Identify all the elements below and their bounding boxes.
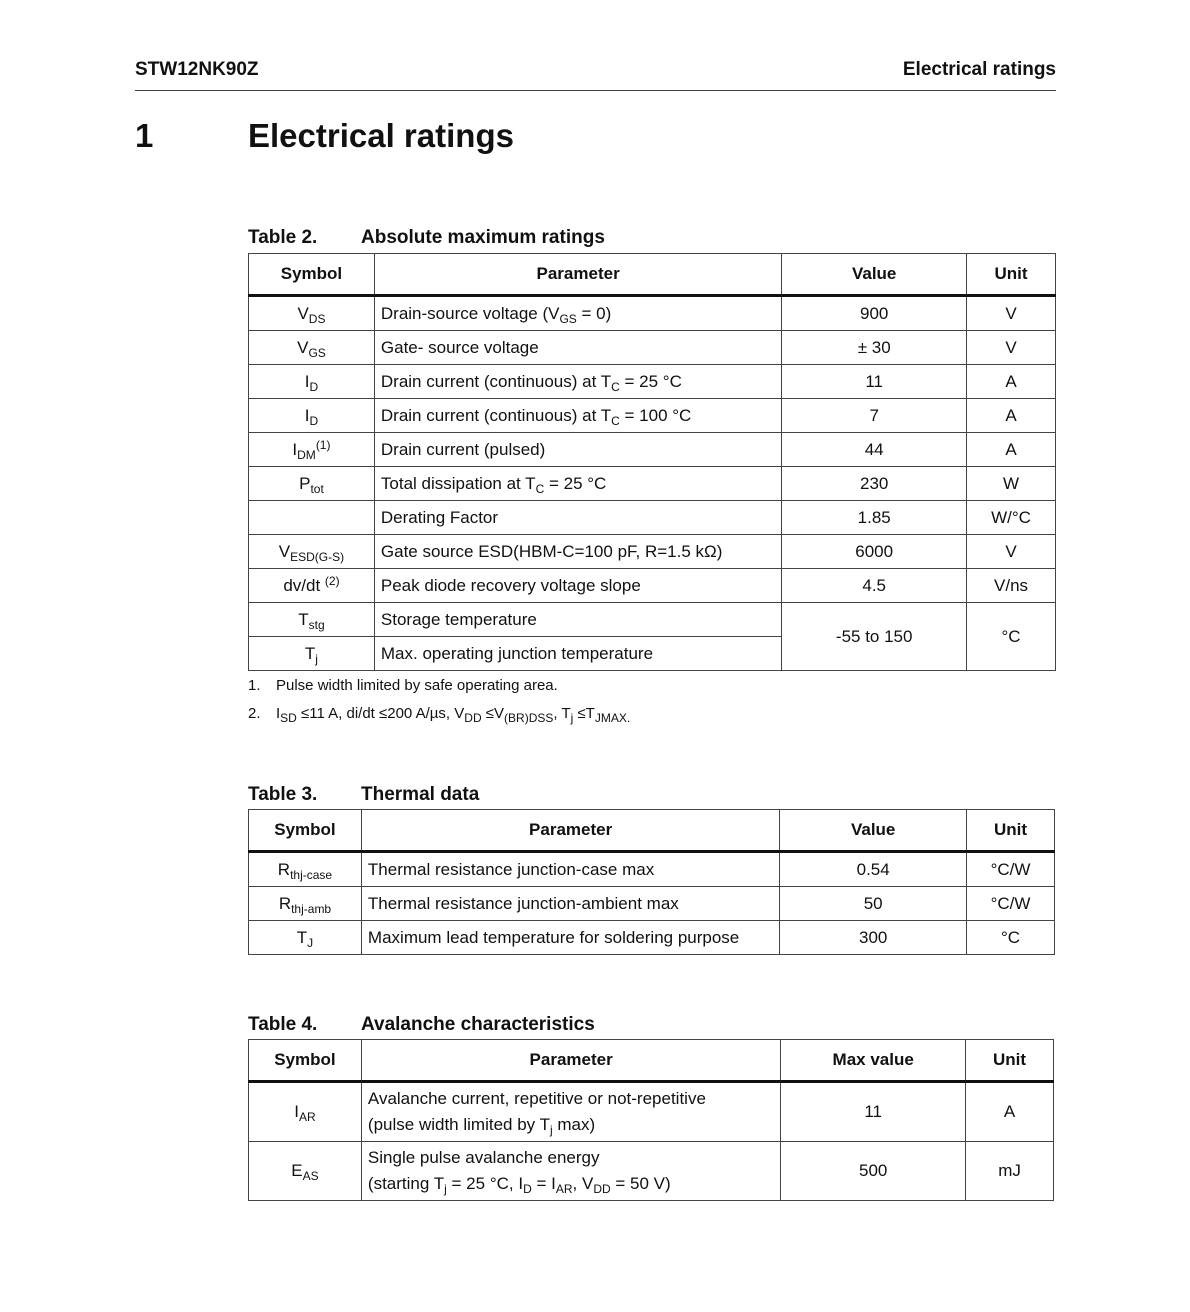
unit-cell: V xyxy=(967,535,1056,569)
value-cell: 50 xyxy=(780,887,967,921)
parameter-cell: Maximum lead temperature for soldering purpose xyxy=(361,921,779,955)
footnote-text: I xyxy=(276,705,281,722)
parameter-cell: Max. operating junction temperature xyxy=(374,637,781,671)
parameter-cell xyxy=(374,365,781,399)
header-symbol: Symbol xyxy=(249,810,362,852)
value-cell: 230 xyxy=(782,467,967,501)
unit-cell: A xyxy=(967,365,1056,399)
parameter-text: (pulse width limited by T xyxy=(367,1115,550,1134)
value-cell: -55 to 150 xyxy=(782,603,967,671)
parameter-cell: Drain current (pulsed) xyxy=(374,433,781,467)
header-value: Max value xyxy=(781,1040,966,1082)
symbol-subscript: J xyxy=(307,935,314,950)
footnote-number: 1. xyxy=(248,677,261,694)
parameter-text: , V xyxy=(572,1174,594,1193)
table-row xyxy=(249,501,1056,535)
unit-cell: °C xyxy=(967,921,1055,955)
header-rule xyxy=(135,90,1056,91)
header-unit: Unit xyxy=(966,1040,1054,1082)
table2-absolute-max-ratings xyxy=(248,253,1056,671)
table-row xyxy=(249,887,1055,921)
symbol-cell xyxy=(249,501,375,535)
unit-cell: °C xyxy=(967,603,1056,671)
parameter-cell: Peak diode recovery voltage slope xyxy=(374,569,781,603)
section-number: 1 xyxy=(135,117,154,154)
table-row xyxy=(249,399,1056,433)
parameter-text: (starting T xyxy=(367,1174,445,1193)
unit-cell: W/°C xyxy=(967,501,1056,535)
footnote-number: 2. xyxy=(248,705,261,722)
parameter-subscript: j xyxy=(549,1123,553,1137)
table-row xyxy=(249,921,1055,955)
symbol-text: E xyxy=(291,1161,303,1180)
symbol-cell xyxy=(249,569,375,603)
parameter-text: Total dissipation at T xyxy=(380,473,536,493)
symbol-cell xyxy=(249,433,375,467)
value-cell: 0.54 xyxy=(780,852,967,887)
symbol-subscript: thj-case xyxy=(290,867,333,882)
unit-cell: mJ xyxy=(966,1142,1054,1201)
parameter-cell xyxy=(374,296,781,331)
parameter-cell: Thermal resistance junction-case max xyxy=(361,852,779,887)
parameter-subscript: C xyxy=(535,481,545,496)
table3-title: Thermal data xyxy=(361,784,480,805)
header-section-name: Electrical ratings xyxy=(902,59,1056,80)
footnote-ref: (2) xyxy=(324,573,340,588)
symbol-subscript: D xyxy=(309,379,319,394)
footnote-text: ≤T xyxy=(573,705,595,722)
table-row xyxy=(249,603,1056,637)
symbol-cell xyxy=(249,399,375,433)
parameter-subscript: DD xyxy=(593,1182,611,1196)
parameter-subscript: C xyxy=(611,413,620,428)
symbol-subscript: thj-amb xyxy=(291,901,332,916)
symbol-text: R xyxy=(278,893,292,913)
header-parameter: Parameter xyxy=(361,810,779,852)
value-cell: ± 30 xyxy=(782,331,967,365)
parameter-subscript: GS xyxy=(559,311,577,326)
parameter-cell: Storage temperature xyxy=(374,603,781,637)
symbol-cell xyxy=(249,887,362,921)
table-header-row xyxy=(249,810,1055,852)
parameter-subscript: D xyxy=(523,1182,532,1196)
parameter-cell: Derating Factor xyxy=(374,501,781,535)
parameter-text: = 50 V) xyxy=(610,1174,671,1193)
symbol-cell xyxy=(249,535,375,569)
value-cell: 44 xyxy=(782,433,967,467)
footnote-subscript: DD xyxy=(464,711,482,725)
unit-cell: V/ns xyxy=(967,569,1056,603)
symbol-subscript: ESD(G-S) xyxy=(290,549,345,564)
symbol-subscript: AS xyxy=(302,1169,319,1183)
symbol-text: dv/dt xyxy=(283,575,325,595)
value-cell: 500 xyxy=(781,1142,966,1201)
footnote-text: , T xyxy=(553,705,571,722)
symbol-text: I xyxy=(294,1102,299,1121)
symbol-text: I xyxy=(304,371,310,391)
parameter-cell xyxy=(361,1142,780,1201)
symbol-cell xyxy=(249,1142,362,1201)
symbol-subscript: DM xyxy=(297,447,316,462)
table-row xyxy=(249,569,1056,603)
symbol-text: T xyxy=(296,927,308,947)
header-parameter: Parameter xyxy=(374,254,781,296)
parameter-text: Drain-source voltage (V xyxy=(380,303,560,323)
unit-cell: V xyxy=(967,296,1056,331)
unit-cell: A xyxy=(967,433,1056,467)
symbol-subscript: stg xyxy=(308,617,325,632)
value-cell: 11 xyxy=(781,1082,966,1142)
symbol-cell xyxy=(249,852,362,887)
symbol-cell xyxy=(249,365,375,399)
table3-number: Table 3. xyxy=(248,784,318,805)
parameter-cell xyxy=(374,399,781,433)
symbol-text: T xyxy=(298,609,309,629)
unit-cell: A xyxy=(967,399,1056,433)
parameter-cell xyxy=(361,1082,780,1142)
header-unit: Unit xyxy=(967,810,1055,852)
table-row xyxy=(249,852,1055,887)
header-symbol: Symbol xyxy=(249,1040,362,1082)
symbol-text: V xyxy=(297,337,309,357)
header-unit: Unit xyxy=(967,254,1056,296)
parameter-cell: Gate source ESD(HBM-C=100 pF, R=1.5 kΩ) xyxy=(374,535,781,569)
footnote-text: Pulse width limited by safe operating area. xyxy=(276,677,558,694)
footnote-subscript: JMAX. xyxy=(594,711,631,725)
table4-title: Avalanche characteristics xyxy=(361,1014,595,1035)
footnote-text: ≤V xyxy=(481,705,505,722)
symbol-subscript: GS xyxy=(308,345,326,360)
footnote-subscript: j xyxy=(570,711,574,725)
unit-cell: °C/W xyxy=(967,852,1055,887)
table-row xyxy=(249,535,1056,569)
table2-title: Absolute maximum ratings xyxy=(361,227,605,248)
table-row xyxy=(249,1142,1054,1201)
unit-cell: V xyxy=(967,331,1056,365)
symbol-subscript: j xyxy=(315,651,318,666)
symbol-text: R xyxy=(277,859,291,879)
table4-avalanche-characteristics xyxy=(248,1039,1054,1201)
symbol-cell xyxy=(249,637,375,671)
footnote-1 xyxy=(248,677,558,694)
table-row xyxy=(249,331,1056,365)
parameter-text: = 25 °C xyxy=(544,473,607,493)
symbol-subscript: D xyxy=(309,413,319,428)
unit-cell: °C/W xyxy=(967,887,1055,921)
parameter-subscript: AR xyxy=(555,1182,573,1196)
symbol-text: I xyxy=(304,405,310,425)
value-cell: 4.5 xyxy=(782,569,967,603)
parameter-text: = 25 °C, I xyxy=(446,1174,524,1193)
table4-number: Table 4. xyxy=(248,1014,318,1035)
parameter-text: max) xyxy=(552,1115,596,1134)
symbol-subscript: AR xyxy=(298,1110,316,1124)
parameter-text: Drain current (continuous) at T xyxy=(380,405,612,425)
unit-cell: A xyxy=(966,1082,1054,1142)
symbol-text: I xyxy=(292,439,298,459)
parameter-subscript: C xyxy=(611,379,620,394)
table2-caption xyxy=(248,227,605,249)
table-row xyxy=(249,296,1056,331)
symbol-cell xyxy=(249,603,375,637)
symbol-subscript: tot xyxy=(310,481,324,496)
symbol-text: V xyxy=(297,303,309,323)
header-part-number: STW12NK90Z xyxy=(135,59,259,80)
footnote-ref: (1) xyxy=(315,437,331,452)
symbol-cell xyxy=(249,331,375,365)
parameter-text: = 25 °C xyxy=(619,371,682,391)
symbol-text: V xyxy=(278,541,291,561)
parameter-cell: Gate- source voltage xyxy=(374,331,781,365)
symbol-cell xyxy=(249,921,362,955)
parameter-cell xyxy=(374,467,781,501)
table-row xyxy=(249,467,1056,501)
value-cell: 300 xyxy=(780,921,967,955)
table2-number: Table 2. xyxy=(248,227,318,248)
table3-caption xyxy=(248,784,479,806)
value-cell: 11 xyxy=(782,365,967,399)
symbol-text: T xyxy=(304,643,316,663)
symbol-cell xyxy=(249,296,375,331)
symbol-cell xyxy=(249,1082,362,1142)
section-title: Electrical ratings xyxy=(248,117,514,154)
footnote-subscript: SD xyxy=(280,711,297,725)
parameter-text: = 0) xyxy=(576,303,612,323)
value-cell: 1.85 xyxy=(782,501,967,535)
parameter-text: Drain current (continuous) at T xyxy=(380,371,612,391)
parameter-subscript: j xyxy=(444,1182,447,1196)
parameter-text: = 100 °C xyxy=(619,405,692,425)
footnote-2 xyxy=(248,705,631,725)
header-symbol: Symbol xyxy=(249,254,375,296)
table4-caption xyxy=(248,1014,595,1036)
footnote-subscript: (BR)DSS xyxy=(504,711,554,725)
value-cell: 6000 xyxy=(782,535,967,569)
parameter-text: Single pulse avalanche energy xyxy=(367,1148,600,1167)
table-row xyxy=(249,365,1056,399)
table-header-row xyxy=(249,254,1056,296)
table-row xyxy=(249,1082,1054,1142)
unit-cell: W xyxy=(967,467,1056,501)
value-cell: 7 xyxy=(782,399,967,433)
header-value: Value xyxy=(782,254,967,296)
symbol-text: P xyxy=(299,473,311,493)
parameter-text: = I xyxy=(531,1174,556,1193)
header-value: Value xyxy=(780,810,967,852)
table-header-row xyxy=(249,1040,1054,1082)
header-parameter: Parameter xyxy=(361,1040,780,1082)
parameter-text: Avalanche current, repetitive or not-repetitive xyxy=(367,1089,706,1108)
table3-thermal-data xyxy=(248,809,1055,955)
symbol-cell xyxy=(249,467,375,501)
parameter-cell: Thermal resistance junction-ambient max xyxy=(361,887,779,921)
symbol-subscript: DS xyxy=(308,311,326,326)
value-cell: 900 xyxy=(782,296,967,331)
table-row xyxy=(249,433,1056,467)
footnote-text: ≤11 A, di/dt ≤200 A/µs, V xyxy=(296,705,465,722)
